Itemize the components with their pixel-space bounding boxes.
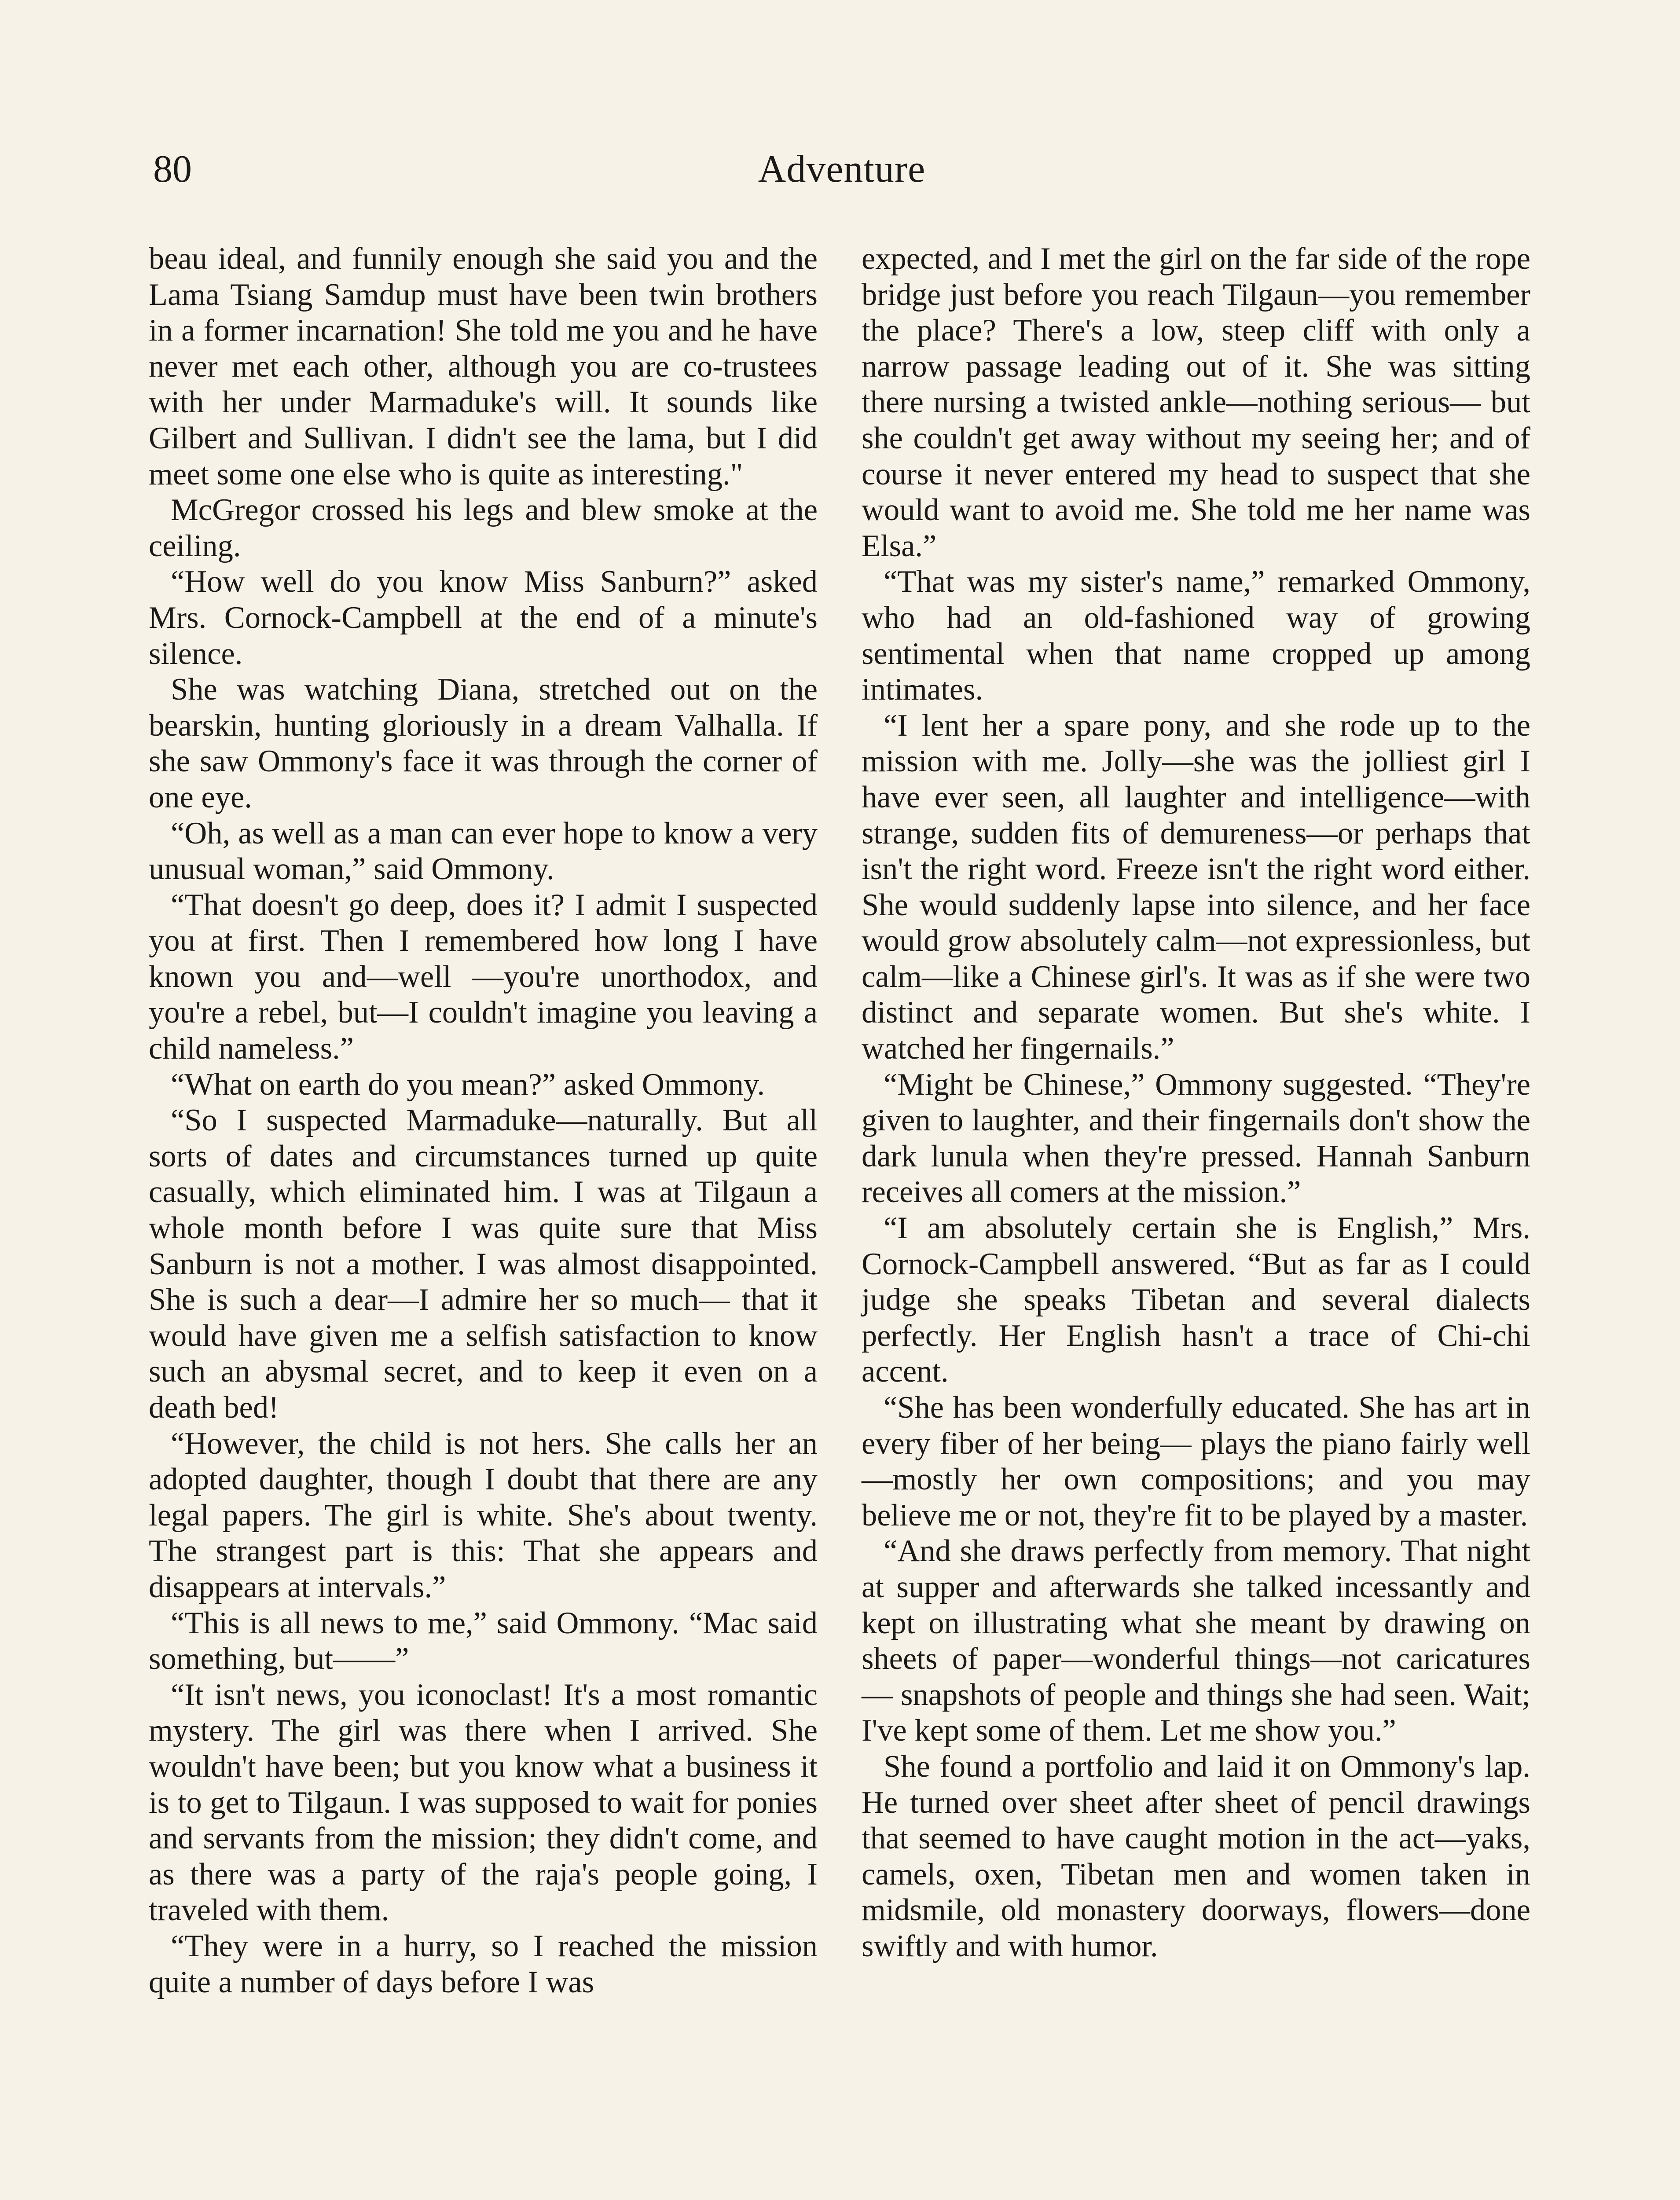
paragraph: McGregor crossed his legs and blew smoke at the ceiling. bbox=[149, 493, 818, 563]
running-title: Adventure bbox=[758, 148, 926, 191]
paragraph: “Might be Chinese,” Ommony suggested. “They're given to laughter, and their fingernails don't show the dark lunula when they're pressed. Hannah Sanburn receives all comers at the mission.” bbox=[862, 1067, 1530, 1210]
page-header bbox=[153, 145, 1530, 207]
paragraph: beau ideal, and funnily enough she said you and the Lama Tsiang Samdup must have been twin brothers in a former incarnation! She told me you and he have never met each other, although you are co-trustees with her under Marmaduke's will. It sounds like Gilbert and Sullivan. I didn't see the lama, but I did meet some one else who is quite as interesting." bbox=[149, 242, 818, 491]
paragraph: “That was my sister's name,” remarked Ommony, who had an old-fashioned way of growing sentimental when that name cropped up among intimates. bbox=[862, 565, 1530, 707]
left-column bbox=[149, 241, 818, 2000]
paragraph: “I am absolutely certain she is English,” Mrs. Cornock-Campbell answered. “But as far as I could judge she speaks Tibetan and several dialects perfectly. Her English hasn't a trace of Chi-chi accent. bbox=[862, 1211, 1530, 1389]
paragraph: “She has been wonderfully educated. She has art in every fiber of her being— plays the piano fairly well—mostly her own compositions; and you may believe me or not, they're fit to be played by a master. bbox=[862, 1390, 1530, 1533]
page-number: 80 bbox=[153, 148, 192, 191]
paragraph: “How well do you know Miss Sanburn?” asked Mrs. Cornock-Campbell at the end of a minute's silence. bbox=[149, 565, 818, 671]
paragraph: “And she draws perfectly from memory. That night at supper and afterwards she talked incessantly and kept on illustrating what she meant by drawing on sheets of paper—wonderful things—not caricatures— snapshots of people and things she had seen. Wait; I've kept some of them. Let me show you.” bbox=[862, 1534, 1530, 1748]
paragraph: “Oh, as well as a man can ever hope to know a very unusual woman,” said Ommony. bbox=[149, 816, 818, 887]
paragraph: “It isn't news, you iconoclast! It's a most romantic mystery. The girl was there when I arrived. She wouldn't have been; but you know what a business it is to get to Tilgaun. I was supposed to wait for ponies and servants from the mission; they didn't come, and as there was a party of the raja's people going, I traveled with them. bbox=[149, 1677, 818, 1928]
paragraph: “This is all news to me,” said Ommony. “Mac said something, but——” bbox=[149, 1606, 818, 1676]
paragraph: “They were in a hurry, so I reached the mission quite a number of days before I was bbox=[149, 1929, 818, 1999]
right-column bbox=[862, 241, 1530, 1965]
paragraph: “So I suspected Marmaduke—naturally. But all sorts of dates and circumstances turned up quite casually, which eliminated him. I was at Tilgaun a whole month before I was quite sure that Miss Sanburn is not a mother. I was almost disappointed. She is such a dear—I admire her so much— that it would have given me a selfish satisfaction to know such an abysmal secret, and to keep it even on a death bed! bbox=[149, 1103, 818, 1425]
paragraph: “What on earth do you mean?” asked Ommony. bbox=[171, 1067, 765, 1102]
paragraph: expected, and I met the girl on the far side of the rope bridge just before you reach Tilgaun—you remember the place? There's a low, steep cliff with only a narrow passage leading out of it. She was sitting there nursing a twisted ankle—nothing serious— but she couldn't get away without my seeing her; and of course it never entered my head to suspect that she would want to avoid me. She told me her name was Elsa.” bbox=[862, 242, 1530, 563]
paragraph: “However, the child is not hers. She calls her an adopted daughter, though I doubt that there are any legal papers. The girl is white. She's about twenty. The strangest part is this: That she appears and disappears at intervals.” bbox=[149, 1426, 818, 1604]
paragraph: “That doesn't go deep, does it? I admit I suspected you at first. Then I remembered how long I have known you and—well —you're unorthodox, and you're a rebel, but—I couldn't imagine you leaving a child nameless.” bbox=[149, 887, 818, 1066]
paragraph: She was watching Diana, stretched out on the bearskin, hunting gloriously in a dream Valhalla. If she saw Ommony's face it was through the corner of one eye. bbox=[149, 672, 818, 814]
paragraph: She found a portfolio and laid it on Ommony's lap. He turned over sheet after sheet of pencil drawings that seemed to have caught motion in the act—yaks, camels, oxen, Tibetan men and women taken in midsmile, old monastery doorways, flowers—done swiftly and with humor. bbox=[862, 1749, 1530, 1963]
paragraph: “I lent her a spare pony, and she rode up to the mission with me. Jolly—she was the jolliest girl I have ever seen, all laughter and intelligence—with strange, sudden fits of demureness—or perhaps that isn't the right word. Freeze isn't the right word either. She would suddenly lapse into silence, and her face would grow absolutely calm—not expressionless, but calm—like a Chinese girl's. It was as if she were two distinct and separate women. But she's white. I watched her fingernails.” bbox=[862, 708, 1530, 1066]
